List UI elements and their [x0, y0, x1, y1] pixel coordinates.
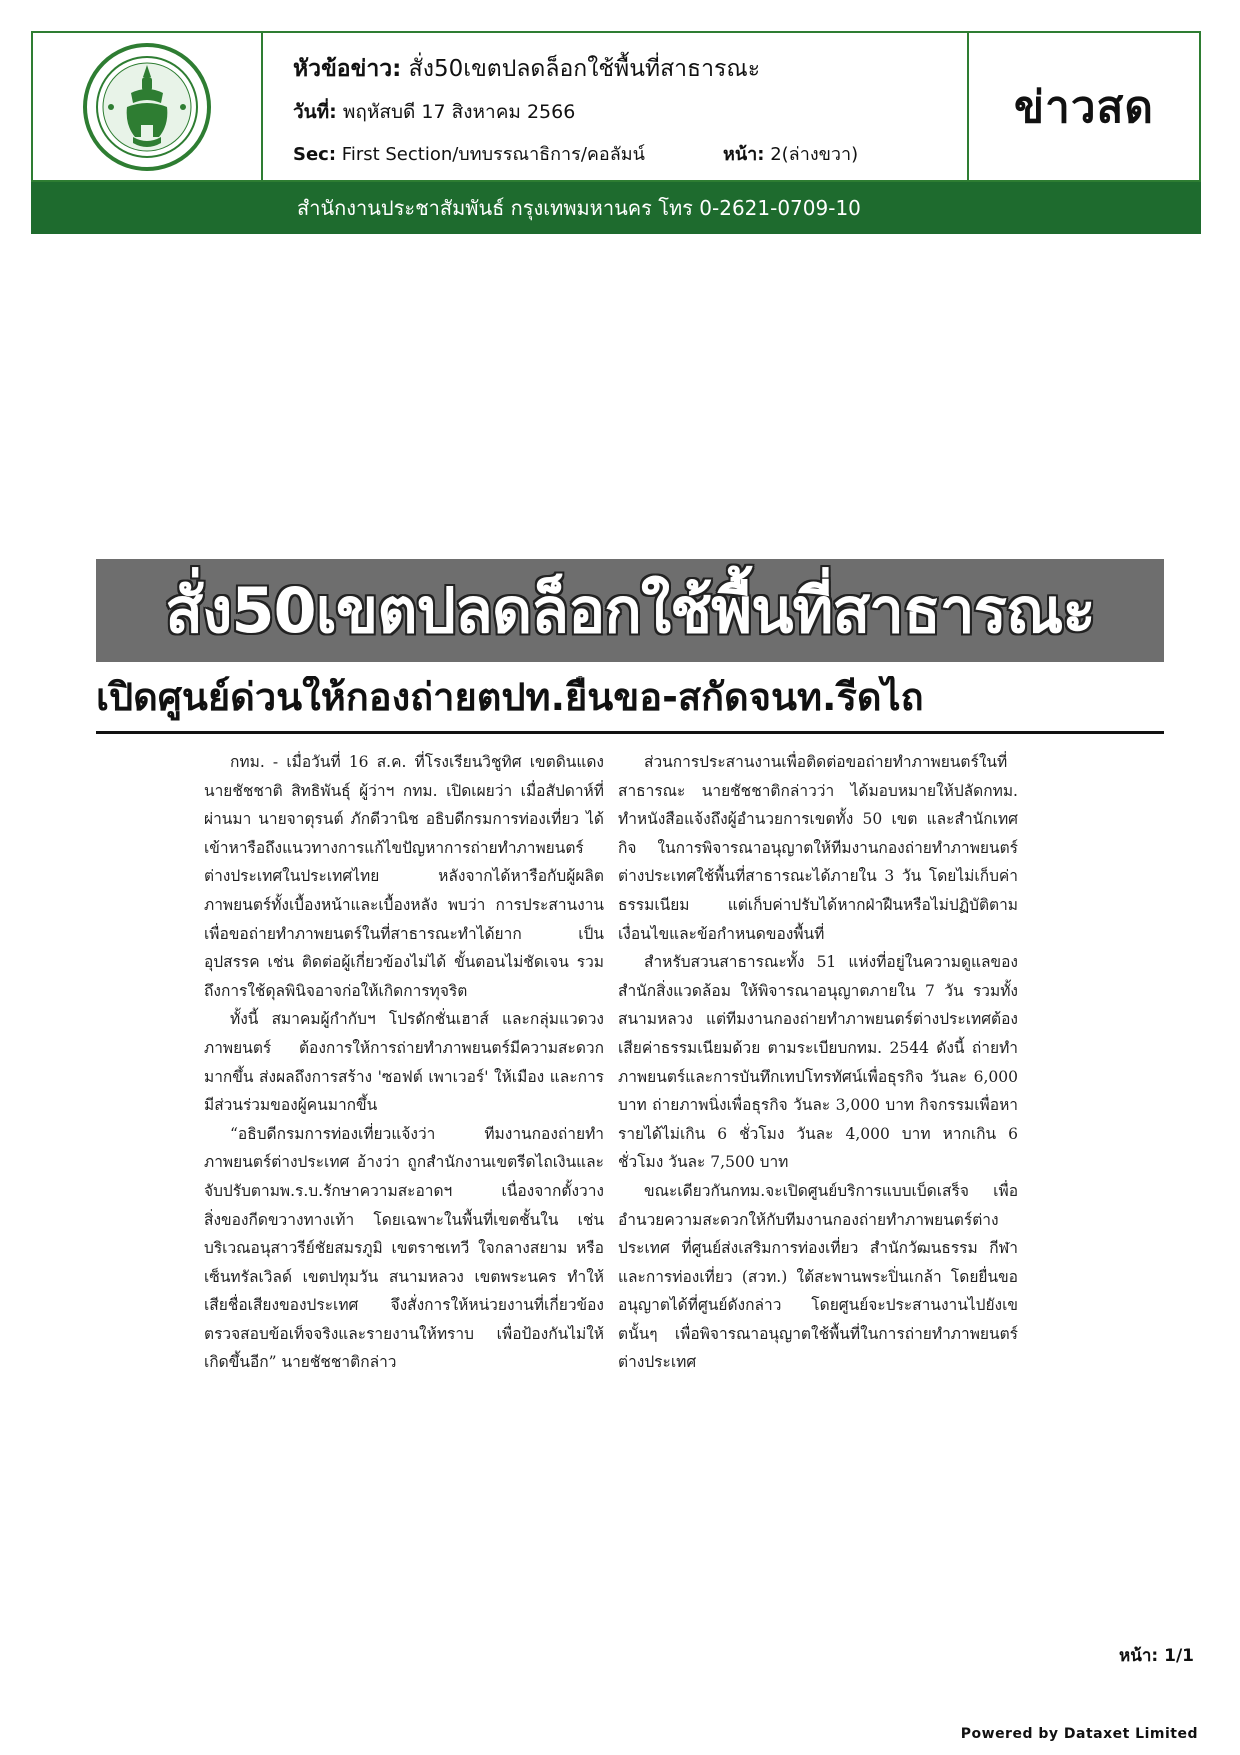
publication-name: ข่าวสด — [1014, 81, 1154, 133]
bma-seal-icon — [81, 41, 213, 173]
agency-bar — [31, 182, 1201, 234]
headline-banner — [96, 559, 1164, 662]
date-value: พฤหัสบดี 17 สิงหาคม 2566 — [336, 101, 576, 123]
logo-cell — [33, 33, 263, 180]
date-line — [293, 97, 575, 127]
topic-label: หัวข้อข่าว: — [293, 56, 402, 82]
paragraph: ส่วนการประสานงานเพื่อติดต่อขอถ่ายทำภาพยนตร์ในที่สาธารณะ นายชัชชาติกล่าวว่า ได้มอบหมายให้ปลัดกทม. ทำหนังสือแจ้งถึงผู้อำนวยการเขตทั้ง 50 เขต และสำนักเทศกิจ ในการพิจารณาอนุญาตให้ทีมงานกองถ่ายทำภาพยนตร์ต่างประเทศใช้พื้นที่สาธารณะได้ภายใน 3 วัน โดยไม่เก็บค่าธรรมเนียม แต่เก็บค่าปรับได้หากฝ่าฝืนหรือไม่ปฏิบัติตามเงื่อนไขและข้อกำหนดของพื้นที่ — [618, 753, 1018, 943]
paragraph: กทม. - เมื่อวันที่ 16 ส.ค. ที่โรงเรียนวิชูทิศ เขตดินแดง นายชัชชาติ สิทธิพันธุ์ ผู้ว่าฯ กทม. เปิดเผยว่า เมื่อสัปดาห์ที่ผ่านมา นายจาตุรนต์ ภักดีวานิช อธิบดีกรมการท่องเที่ยว ได้เข้าหารือถึงแนวทางการแก้ไขปัญหาการถ่ายทำภาพยนตร์ต่างประเทศในประเทศไทย หลังจากได้หารือกับผู้ผลิตภาพยนตร์ทั้งเบื้องหน้าและเบื้องหลัง พบว่า การประสานงานเพื่อขอถ่ายทำภาพยนตร์ในที่สาธารณะทำได้ยาก เป็นอุปสรรค เช่น ติดต่อผู้เกี่ยวข้องไม่ได้ ขั้นตอนไม่ชัดเจน รวมถึงการใช้ดุลพินิจอาจก่อให้เกิดการทุจริต — [204, 753, 604, 1000]
paragraph: ทั้งนี้ สมาคมผู้กำกับฯ โปรดักชั่นเฮาส์ และกลุ่มแวดวงภาพยนตร์ ต้องการให้การถ่ายทำภาพยนตร์มีความสะดวกมากขึ้น ส่งผลถึงการสร้าง 'ซอฟต์ เพาเวอร์' ให้เมือง และการมีส่วนร่วมของผู้คนมากขึ้น — [204, 1010, 604, 1115]
paragraph: ขณะเดียวกันกทม.จะเปิดศูนย์บริการแบบเบ็ดเสร็จ เพื่ออำนวยความสะดวกให้กับทีมงานกองถ่ายทำภาพยนตร์ต่างประเทศ ที่ศูนย์ส่งเสริมการท่องเที่ยว สำนักวัฒนธรรม กีฬาและการท่องเที่ยว (สวท.) ใต้สะพานพระปิ่นเกล้า โดยยื่นขออนุญาตได้ที่ศูนย์ดังกล่าว โดยศูนย์จะประสานงานไปยังเขตนั้นๆ เพื่อพิจารณาอนุญาตใช้พื้นที่ในการถ่ายทำภาพยนตร์ต่างประเทศ — [618, 1181, 1018, 1372]
publication-cell — [969, 33, 1199, 180]
section-value: First Section/บทบรรณาธิการ/คอลัมน์ — [336, 144, 645, 165]
section-line — [293, 139, 645, 168]
page-line — [723, 139, 858, 168]
powered-by: Powered by Dataxet Limited — [960, 1726, 1198, 1742]
topic-line — [293, 51, 760, 87]
topic-value: สั่ง50เขตปลดล็อกใช้พื้นที่สาธารณะ — [401, 56, 761, 82]
page-number — [1119, 1642, 1194, 1669]
subheadline — [96, 676, 1164, 734]
clipping-header — [31, 31, 1201, 182]
subheadline-text: เปิดศูนย์ด่วนให้กองถ่ายตปท.ยื่นขอ-สกัดจนท.รีดไถ — [96, 676, 924, 719]
headline-info — [263, 33, 969, 180]
article-column-left — [204, 748, 604, 1377]
agency-text: สำนักงานประชาสัมพันธ์ กรุงเทพมหานคร โทร 0-2621-0709-10 — [297, 196, 861, 220]
page-value: 2(ล่างขวา) — [764, 144, 859, 165]
paragraph: สำหรับสวนสาธารณะทั้ง 51 แห่งที่อยู่ในความดูแลของสำนักสิ่งแวดล้อม ให้พิจารณาอนุญาตภายใน 7 วัน รวมทั้งสนามหลวง แต่ทีมงานกองถ่ายทำภาพยนตร์ต่างประเทศต้องเสียค่าธรรมเนียมด้วย ตามระเบียบกทม. 2544 ดังนี้ ถ่ายทำภาพยนตร์และการบันทึกเทปโทรทัศน์เพื่อธุรกิจ วันละ 6,000 บาท ถ่ายภาพนิ่งเพื่อธุรกิจ วันละ 3,000 บาท กิจกรรมเพื่อหารายได้ไม่เกิน 6 ชั่วโมง วันละ 4,000 บาท หากเกิน 6 ชั่วโมง วันละ 7,500 บาท — [618, 953, 1018, 1172]
paragraph: “อธิบดีกรมการท่องเที่ยวแจ้งว่า ทีมงานกองถ่ายทำภาพยนตร์ต่างประเทศ อ้างว่า ถูกสำนักงานเขตรีดไถเงินและจับปรับตามพ.ร.บ.รักษาความสะอาดฯ เนื่องจากตั้งวางสิ่งของกีดขวางทางเท้า โดยเฉพาะในพื้นที่เขตชั้นใน เช่น บริเวณอนุสาวรีย์ชัยสมรภูมิ เขตราชเทวี ใจกลางสยาม หรือเซ็นทรัลเวิลด์ เขตปทุมวัน สนามหลวง เขตพระนคร ทำให้เสียชื่อเสียงของประเทศ จึงสั่งการให้หน่วยงานที่เกี่ยวข้องตรวจสอบข้อเท็จจริงและรายงานให้ทราบ เพื่อป้องกันไม่ให้เกิดขึ้นอีก” นายชัชชาติกล่าว — [204, 1124, 604, 1372]
headline: สั่ง50เขตปลดล็อกใช้พื้นที่สาธารณะ — [165, 573, 1095, 647]
page-number-value: 1/1 — [1158, 1646, 1194, 1666]
date-label: วันที่: — [293, 101, 337, 123]
page-label: หน้า: — [723, 144, 765, 165]
page-number-label: หน้า: — [1119, 1646, 1159, 1666]
section-label: Sec: — [293, 144, 337, 165]
article-column-right — [618, 748, 1018, 1377]
